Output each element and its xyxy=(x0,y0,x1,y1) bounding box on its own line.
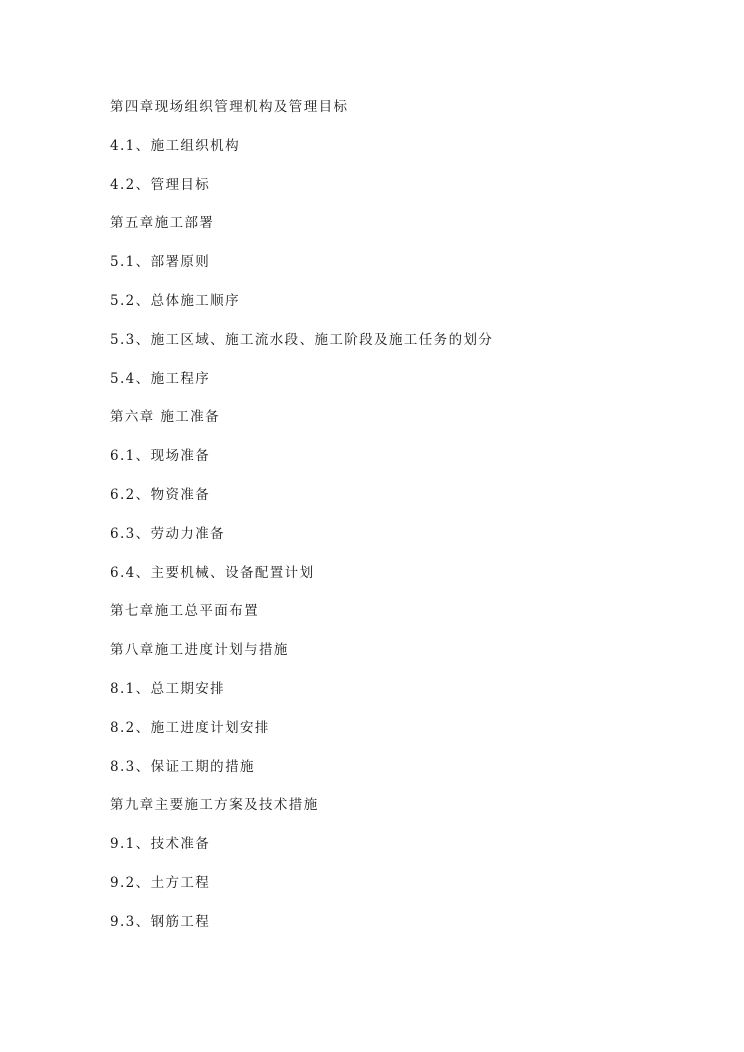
toc-chapter-6: 第六章 施工准备 xyxy=(110,409,220,426)
toc-chapter-5: 第五章施工部署 xyxy=(110,215,215,232)
toc-section-8-3: 8.3、保证工期的措施 xyxy=(110,758,255,775)
toc-section-9-2: 9.2、土方工程 xyxy=(110,874,211,891)
toc-chapter-7: 第七章施工总平面布置 xyxy=(110,603,259,620)
toc-section-6-2: 6.2、物资准备 xyxy=(110,486,211,503)
toc-section-5-3: 5.3、施工区域、施工流水段、施工阶段及施工任务的划分 xyxy=(110,331,494,348)
toc-section-5-4: 5.4、施工程序 xyxy=(110,370,211,387)
toc-section-6-1: 6.1、现场准备 xyxy=(110,448,211,465)
toc-chapter-8: 第八章施工进度计划与措施 xyxy=(110,642,289,659)
toc-section-6-4: 6.4、主要机械、设备配置计划 xyxy=(110,564,315,581)
toc-section-8-2: 8.2、施工进度计划安排 xyxy=(110,719,270,736)
toc-chapter-4: 第四章现场组织管理机构及管理目标 xyxy=(110,99,349,115)
toc-section-9-1: 9.1、技术准备 xyxy=(110,836,211,853)
toc-section-5-1: 5.1、部署原则 xyxy=(110,254,211,271)
toc-chapter-9: 第九章主要施工方案及技术措施 xyxy=(110,797,319,814)
toc-section-6-3: 6.3、劳动力准备 xyxy=(110,525,226,542)
toc-section-5-2: 5.2、总体施工顺序 xyxy=(110,292,240,309)
toc-section-4-2: 4.2、管理目标 xyxy=(110,176,211,193)
table-of-contents xyxy=(110,96,493,950)
toc-section-9-3: 9.3、钢筋工程 xyxy=(110,913,211,930)
toc-section-4-1: 4.1、施工组织机构 xyxy=(110,137,240,154)
toc-section-8-1: 8.1、总工期安排 xyxy=(110,680,226,697)
